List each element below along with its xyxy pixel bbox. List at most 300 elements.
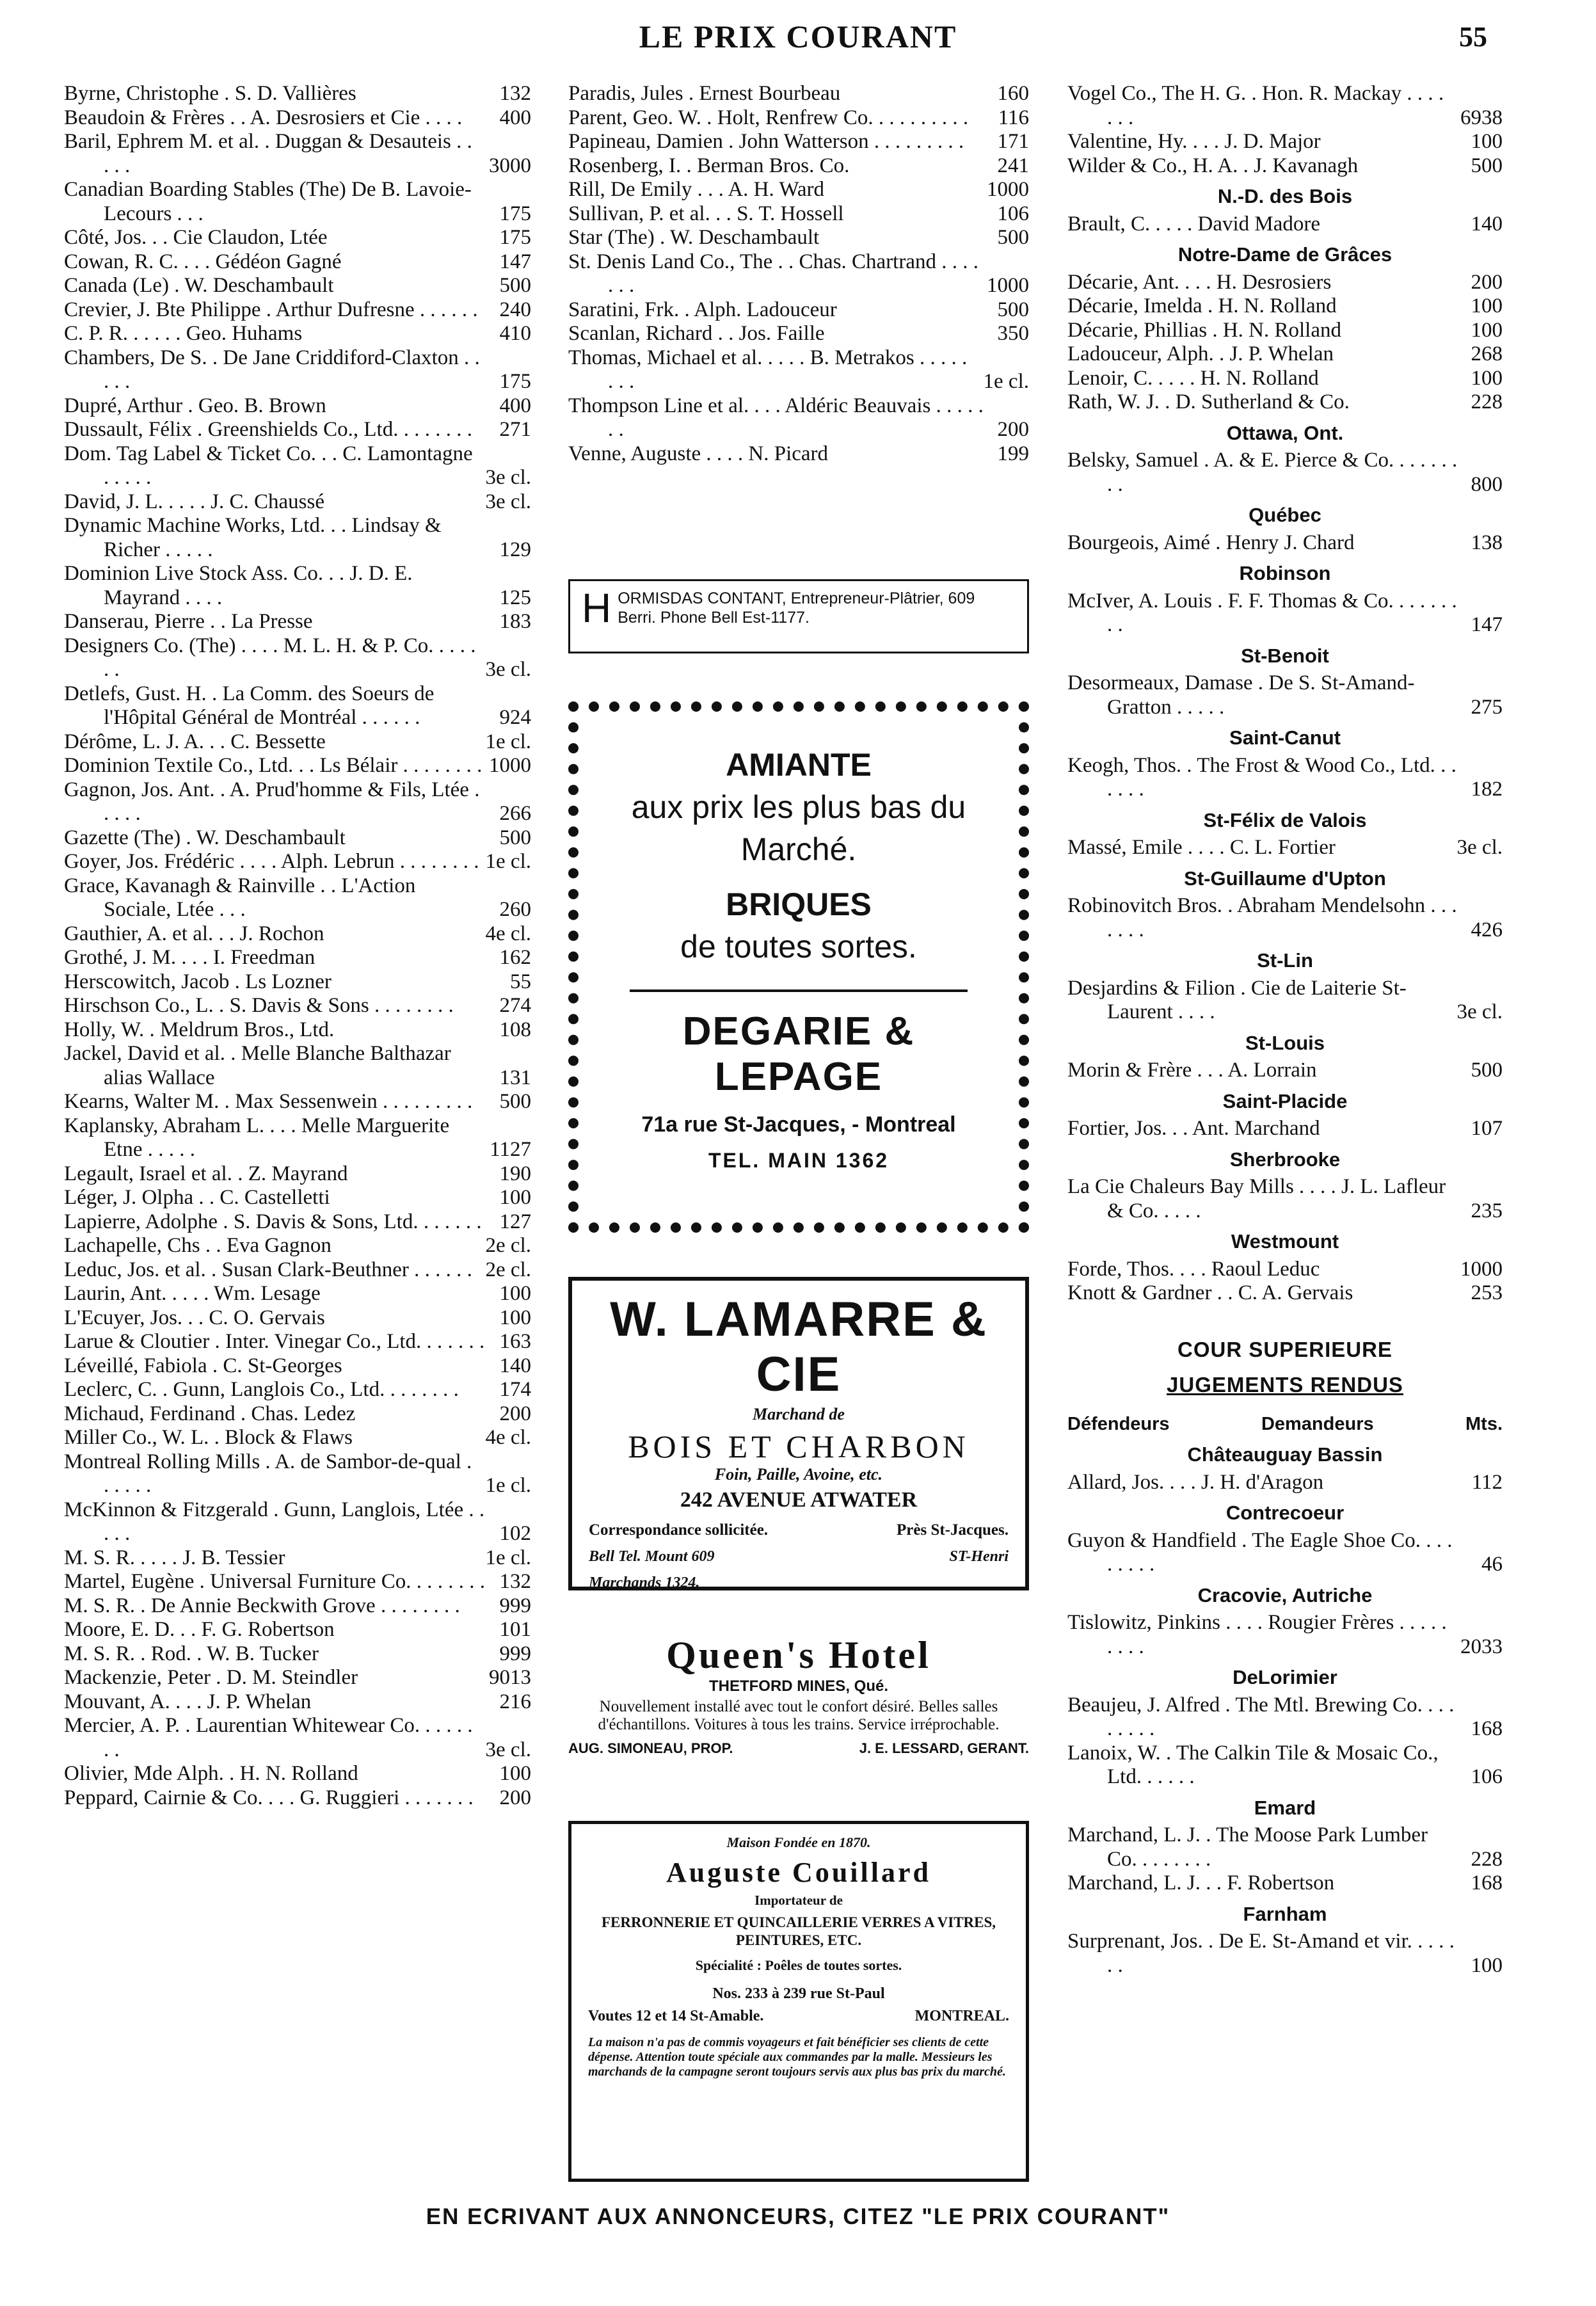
judgment-amount: 1000 — [1460, 1257, 1503, 1281]
judgment-amount: 500 — [499, 826, 531, 849]
judgment-entry — [64, 442, 531, 490]
judgment-parties: Brault, C. . . . . David Madore — [1067, 212, 1321, 236]
judgment-entry — [64, 1354, 531, 1379]
locality-heading: Cracovie, Autriche — [1197, 1583, 1373, 1606]
judgment-entry — [64, 1642, 531, 1667]
ad-couillard-numbers: Nos. 233 à 239 rue St-Paul — [712, 1985, 885, 2002]
judgment-parties: Martel, Eugène . Universal Furniture Co. . . . . . . . — [64, 1570, 486, 1593]
judgment-parties: Michaud, Ferdinand . Chas. Ledez — [64, 1402, 356, 1425]
judgment-parties: Dupré, Arthur . Geo. B. Brown — [64, 394, 326, 417]
judgment-entry — [568, 322, 1029, 346]
ad-degarie-tel: TEL. MAIN 1362 — [708, 1149, 890, 1172]
judgment-amount: 171 — [997, 130, 1029, 153]
judgment-amount: 132 — [499, 82, 531, 105]
judgment-entry — [64, 922, 531, 947]
judgment-parties: Marchand, L. J. . The Moose Park Lumber Co. . . . . . . . — [1067, 1823, 1428, 1871]
judgment-parties: Hirschson Co., L. . S. Davis & Sons . . . . . . . . — [64, 994, 454, 1017]
judgment-amount: 106 — [997, 202, 1029, 225]
locality-heading: Saint-Placide — [1222, 1089, 1348, 1112]
judgment-entry — [568, 106, 1029, 131]
judgment-amount: 100 — [1471, 130, 1503, 153]
judgment-parties: Dominion Live Stock Ass. Co. . . J. D. E. Mayrand . . . . — [64, 562, 413, 609]
judgment-amount: 140 — [1471, 212, 1503, 236]
judgment-parties: Designers Co. (The) . . . . M. L. H. & P. Co. . . . . . . — [64, 634, 476, 681]
judgment-parties: McKinnon & Fitzgerald . Gunn, Langlois, Ltée . . . . . — [64, 1498, 485, 1545]
header-defendeurs: Défendeurs — [1067, 1413, 1170, 1434]
judgment-amount: 1e cl. — [485, 850, 531, 873]
judgment-amount: 106 — [1471, 1765, 1503, 1788]
judgment-entry — [64, 1186, 531, 1210]
judgment-entry — [1067, 1823, 1503, 1871]
locality-heading: St-Benoit — [1241, 644, 1329, 667]
ad-lamarre-marchands: Marchands 1324. — [589, 1574, 700, 1591]
judgment-entry — [568, 154, 1029, 179]
judgment-amount: 125 — [499, 586, 531, 609]
ad-amiante-prix: aux prix les plus bas du Marché. — [631, 789, 966, 867]
judgment-parties: Mouvant, A. . . . J. P. Whelan — [64, 1690, 312, 1713]
judgment-parties: Jackel, David et al. . Melle Blanche Balthazar alias Wallace — [64, 1042, 451, 1089]
judgment-entry — [64, 1378, 531, 1402]
judgment-entry — [568, 178, 1029, 202]
judgment-entry — [64, 1306, 531, 1331]
judgment-entry — [64, 514, 531, 562]
judgment-entry — [1067, 390, 1503, 415]
judgment-entry — [64, 226, 531, 250]
judgment-entry — [568, 226, 1029, 250]
judgment-entry — [64, 1594, 531, 1619]
locality-heading: DeLorimier — [1233, 1666, 1337, 1688]
judgment-amount: 1000 — [987, 274, 1029, 297]
judgment-entry — [1067, 1117, 1503, 1141]
page-header — [0, 14, 1596, 65]
ad-queens-prop: AUG. SIMONEAU, PROP. — [568, 1740, 733, 1756]
page-number: 55 — [1459, 21, 1487, 52]
locality-heading: Ottawa, Ont. — [1226, 421, 1344, 444]
judgment-amount: 228 — [1471, 1847, 1503, 1871]
judgment-entry — [64, 1090, 531, 1114]
judgment-entry — [64, 322, 531, 346]
judgment-entry — [64, 1258, 531, 1283]
judgment-entry — [64, 562, 531, 610]
judgment-amount: 108 — [499, 1018, 531, 1041]
judgment-amount: 426 — [1471, 918, 1503, 941]
judgment-amount: 500 — [997, 226, 1029, 249]
ad-divider — [630, 989, 968, 992]
judgment-parties: Peppard, Cairnie & Co. . . . G. Ruggieri . . . . . . . — [64, 1786, 474, 1809]
ad-briques-sortes: de toutes sortes. — [680, 929, 917, 965]
judgment-amount: 183 — [499, 610, 531, 633]
ad-degarie-lepage — [568, 701, 1029, 1233]
judgment-entry — [568, 298, 1029, 323]
ad-contant-text: ORMISDAS CONTANT, Entrepreneur-Plâtrier, 609 Berri. Phone Bell Est-1177. — [618, 589, 975, 627]
ad-contant — [568, 579, 1029, 653]
judgment-amount: 1000 — [987, 178, 1029, 201]
ad-lamarre-trade: Marchand de — [753, 1405, 845, 1423]
judgment-amount: 175 — [499, 226, 531, 249]
locality-heading: Robinson — [1239, 562, 1331, 584]
judgment-entry — [64, 1282, 531, 1306]
judgment-entry — [64, 274, 531, 298]
judgment-entry — [64, 994, 531, 1018]
locality-heading: Farnham — [1243, 1902, 1327, 1925]
header-montants: Mts. — [1465, 1413, 1503, 1434]
judgment-parties: Rosenberg, I. . Berman Bros. Co. — [568, 154, 850, 177]
judgment-entry — [1067, 82, 1503, 130]
judgment-entry — [1067, 154, 1503, 179]
judgment-entry — [1067, 1611, 1503, 1659]
locality-heading: St-Guillaume d'Upton — [1184, 867, 1386, 890]
judgment-entry — [1067, 130, 1503, 154]
judgment-parties: Sullivan, P. et al. . . S. T. Hossell — [568, 202, 844, 225]
judgment-amount: 3e cl. — [485, 1738, 531, 1761]
judgment-parties: Dominion Textile Co., Ltd. . . Ls Bélair . . . . . . . . — [64, 754, 483, 777]
locality-heading: St-Louis — [1245, 1031, 1325, 1054]
judgment-parties: Star (The) . W. Deschambault — [568, 226, 820, 249]
judgment-entry — [568, 442, 1029, 467]
ad-degarie-name: DEGARIE & LEPAGE — [682, 1009, 915, 1099]
judgments-column-3 — [1067, 82, 1503, 1978]
judgment-amount: 924 — [499, 706, 531, 729]
judgment-entry — [1067, 212, 1503, 237]
judgment-entry — [64, 1114, 531, 1162]
judgment-entry — [1067, 589, 1503, 637]
judgment-entry — [64, 418, 531, 442]
judgment-amount: 129 — [499, 538, 531, 561]
judgment-amount: 999 — [499, 1642, 531, 1665]
judgment-entry — [64, 106, 531, 131]
judgment-amount: 102 — [499, 1522, 531, 1545]
ad-queens-city: THETFORD MINES, Qué. — [708, 1677, 888, 1695]
judgment-entry — [64, 1546, 531, 1571]
judgment-parties: Holly, W. . Meldrum Bros., Ltd. — [64, 1018, 335, 1041]
judgment-parties: Detlefs, Gust. H. . La Comm. des Soeurs de l'Hôpital Général de Montréal . . . . . . — [64, 682, 435, 729]
judgment-amount: 182 — [1471, 778, 1503, 801]
judgment-entry — [64, 970, 531, 995]
judgment-parties: Léger, J. Olpha . . C. Castelletti — [64, 1186, 330, 1209]
judgment-entry — [64, 610, 531, 634]
judgment-amount: 268 — [1471, 342, 1503, 365]
judgment-amount: 266 — [499, 802, 531, 825]
ad-queens-name: Queen's Hotel — [666, 1634, 931, 1676]
judgment-parties: Legault, Israel et al. . Z. Mayrand — [64, 1162, 348, 1185]
judgment-parties: Fortier, Jos. . . Ant. Marchand — [1067, 1117, 1320, 1140]
judgment-entry — [64, 490, 531, 515]
judgments-column-1 — [64, 82, 531, 1810]
judgment-parties: Cowan, R. C. . . . Gédéon Gagné — [64, 250, 342, 273]
judgment-entry — [1067, 1175, 1503, 1223]
judgment-entry — [64, 250, 531, 275]
judgment-parties: Wilder & Co., H. A. . J. Kavanagh — [1067, 154, 1359, 177]
judgment-entry — [64, 1570, 531, 1594]
judgment-parties: Rath, W. J. . D. Sutherland & Co. — [1067, 390, 1350, 413]
judgment-parties: Beaujeu, J. Alfred . The Mtl. Brewing Co. . . . . . . . . — [1067, 1693, 1455, 1740]
judgment-amount: 175 — [499, 370, 531, 393]
judgment-entry — [64, 1762, 531, 1786]
locality-heading: Québec — [1249, 504, 1321, 526]
judgment-entry — [64, 874, 531, 922]
judgment-parties: Saratini, Frk. . Alph. Ladouceur — [568, 298, 837, 321]
locality-heading: Saint-Canut — [1229, 726, 1341, 749]
judgment-amount: 400 — [499, 106, 531, 129]
judgment-amount: 1000 — [489, 754, 531, 777]
ad-contant-initial: H — [582, 585, 612, 631]
locality-heading: Contrecoeur — [1225, 1501, 1345, 1524]
judgment-amount: 260 — [499, 898, 531, 921]
judgment-entry — [568, 250, 1029, 298]
ad-lamarre-name: W. LAMARRE & CIE — [610, 1292, 987, 1402]
locality-heading: Notre-Dame de Grâces — [1177, 243, 1393, 266]
ad-couillard-products: FERRONNERIE ET QUINCAILLERIE VERRES A VITRES, PEINTURES, ETC. — [601, 1914, 996, 1948]
judgment-parties: Papineau, Damien . John Watterson . . . . . . . . . — [568, 130, 964, 153]
judgment-entry — [1067, 754, 1503, 802]
judgment-parties: M. S. R. . . . . J. B. Tessier — [64, 1546, 285, 1569]
ad-degarie-address: 71a rue St-Jacques, - Montreal — [641, 1112, 956, 1137]
judgment-parties: Guyon & Handfield . The Eagle Shoe Co. . . . . . . . . — [1067, 1528, 1453, 1576]
ad-lamarre-area: ST-Henri — [949, 1548, 1009, 1565]
judgment-entry — [1067, 319, 1503, 343]
judgment-entry — [1067, 294, 1503, 319]
judgment-entry — [64, 754, 531, 778]
judgment-entry — [64, 1210, 531, 1235]
judgment-parties: Thomas, Michael et al. . . . . B. Metrakos . . . . . . . . — [568, 346, 968, 393]
locality-heading: Westmount — [1231, 1230, 1339, 1253]
judgment-parties: Léveillé, Fabiola . C. St-Georges — [64, 1354, 342, 1377]
judgment-entry — [64, 1786, 531, 1811]
judgment-parties: Beaudoin & Frères . . A. Desrosiers et Cie . . . . — [64, 106, 463, 129]
judgment-parties: Ladouceur, Alph. . J. P. Whelan — [1067, 342, 1334, 365]
judgment-entry — [64, 1162, 531, 1187]
judgment-amount: 147 — [1471, 613, 1503, 636]
judgment-amount: 1127 — [490, 1138, 531, 1161]
judgment-parties: Canadian Boarding Stables (The) De B. Lavoie-Lecours . . . — [64, 178, 472, 225]
judgment-amount: 200 — [499, 1402, 531, 1425]
ad-lamarre-tel: Bell Tel. Mount 609 — [589, 1548, 715, 1565]
judgment-parties: Byrne, Christophe . S. D. Vallières — [64, 82, 356, 105]
judgment-entry — [1067, 449, 1503, 497]
ad-lamarre-near: Près St-Jacques. — [897, 1521, 1009, 1539]
judgment-entry — [64, 1618, 531, 1642]
judgment-entry — [64, 1666, 531, 1690]
judgment-parties: Dussault, Félix . Greenshields Co., Ltd. . . . . . . . — [64, 418, 472, 441]
judgment-entry — [1067, 1471, 1503, 1495]
judgment-parties: Mercier, A. P. . Laurentian Whitewear Co. . . . . . . . — [64, 1714, 473, 1761]
judgment-parties: Knott & Gardner . . C. A. Gervais — [1067, 1281, 1353, 1304]
judgment-parties: Danserau, Pierre . . La Presse — [64, 610, 313, 633]
judgment-parties: Miller Co., W. L. . Block & Flaws — [64, 1426, 353, 1449]
judgment-entry — [568, 130, 1029, 154]
ad-couillard — [568, 1821, 1029, 2182]
judgment-amount: 4e cl. — [485, 922, 531, 945]
judgment-amount: 200 — [499, 1786, 531, 1809]
judgment-amount: 162 — [499, 946, 531, 969]
judgment-parties: Décarie, Ant. . . . H. Desrosiers — [1067, 270, 1332, 294]
judgment-entry — [1067, 1871, 1503, 1896]
judgment-parties: McIver, A. Louis . F. F. Thomas & Co. . . . . . . . . — [1067, 589, 1457, 636]
judgment-amount: 4e cl. — [485, 1426, 531, 1449]
judgment-parties: Massé, Emile . . . . C. L. Fortier — [1067, 836, 1336, 859]
ad-lamarre — [568, 1277, 1029, 1590]
judgment-parties: Mackenzie, Peter . D. M. Steindler — [64, 1666, 358, 1689]
judgment-parties: Allard, Jos. . . . J. H. d'Aragon — [1067, 1470, 1324, 1494]
judgment-entry — [568, 82, 1029, 106]
judgment-amount: 55 — [510, 970, 531, 993]
judgment-entry — [64, 178, 531, 226]
ad-lamarre-row — [589, 1521, 1009, 1539]
judgment-amount: 253 — [1471, 1281, 1503, 1304]
judgment-amount: 174 — [499, 1378, 531, 1401]
judgment-amount: 107 — [1471, 1117, 1503, 1140]
judgment-parties: Kaplansky, Abraham L. . . . Melle Marguerite Etne . . . . . — [64, 1114, 450, 1161]
ad-couillard-specialty: Spécialité : Poêles de toutes sortes. — [695, 1957, 902, 1973]
judgment-parties: Dom. Tag Label & Ticket Co. . . C. Lamontagne . . . . . — [64, 442, 473, 489]
judgment-parties: Lanoix, W. . The Calkin Tile & Mosaic Co., Ltd. . . . . . — [1067, 1741, 1439, 1788]
judgment-amount: 3000 — [489, 154, 531, 177]
judgment-parties: Scanlan, Richard . . Jos. Faille — [568, 322, 825, 345]
judgment-entry — [64, 730, 531, 755]
judgment-parties: Chambers, De S. . De Jane Criddiford-Claxton . . . . . — [64, 346, 480, 393]
judgment-parties: Larue & Cloutier . Inter. Vinegar Co., Ltd. . . . . . . — [64, 1330, 485, 1353]
judgment-entry — [64, 82, 531, 106]
judgment-parties: Montreal Rolling Mills . A. de Sambor-de-qual . . . . . . — [64, 1450, 472, 1497]
judgment-entry — [64, 946, 531, 970]
judgment-entry — [64, 634, 531, 682]
judgment-entry — [64, 1234, 531, 1258]
judgment-amount: 350 — [997, 322, 1029, 345]
judgment-entry — [1067, 367, 1503, 391]
judgment-amount: 100 — [499, 1762, 531, 1785]
judgment-amount: 216 — [499, 1690, 531, 1713]
judgment-parties: M. S. R. . Rod. . W. B. Tucker — [64, 1642, 319, 1665]
judgment-parties: Gauthier, A. et al. . . J. Rochon — [64, 922, 324, 945]
judgment-amount: 100 — [1471, 1953, 1503, 1977]
judgment-amount: 175 — [499, 202, 531, 225]
judgment-amount: 199 — [997, 442, 1029, 465]
judgment-amount: 100 — [499, 1282, 531, 1305]
judgment-parties: Marchand, L. J. . . F. Robertson — [1067, 1871, 1335, 1894]
judgment-amount: 2033 — [1460, 1635, 1503, 1658]
judgment-parties: Grace, Kavanagh & Rainville . . L'Action Sociale, Ltée . . . — [64, 874, 416, 921]
judgment-entry — [568, 346, 1029, 394]
judgment-parties: Gagnon, Jos. Ant. . A. Prud'homme & Fils, Ltée . . . . . — [64, 778, 480, 825]
judgment-amount: 100 — [1471, 366, 1503, 390]
ad-lamarre-goods: BOIS ET CHARBON — [628, 1429, 970, 1464]
judgment-parties: Moore, E. D. . . F. G. Robertson — [64, 1618, 335, 1641]
judgment-parties: Goyer, Jos. Frédéric . . . . Alph. Lebrun . . . . . . . . — [64, 850, 479, 873]
judgment-parties: Crevier, J. Bte Philippe . Arthur Dufresne . . . . . . — [64, 298, 478, 321]
judgment-parties: Thompson Line et al. . . . Aldéric Beauvais . . . . . . . — [568, 394, 984, 441]
judgment-amount: 3e cl. — [485, 466, 531, 489]
judgment-parties: Gazette (The) . W. Deschambault — [64, 826, 346, 849]
judgment-parties: Laurin, Ant. . . . . Wm. Lesage — [64, 1282, 321, 1305]
judgment-parties: Keogh, Thos. . The Frost & Wood Co., Ltd. . . . . . . — [1067, 753, 1456, 801]
judgment-amount: 168 — [1471, 1871, 1503, 1894]
judgment-entry — [64, 682, 531, 730]
judgment-entry — [64, 1498, 531, 1546]
judgment-amount: 1e cl. — [983, 370, 1029, 393]
judgments-column-headers — [1067, 1413, 1503, 1437]
judgment-parties: Morin & Frère . . . A. Lorrain — [1067, 1059, 1317, 1082]
judgment-parties: Parent, Geo. W. . Holt, Renfrew Co. . . . . . . . . . — [568, 106, 969, 129]
judgment-amount: 500 — [1471, 1059, 1503, 1082]
judgment-entry — [64, 130, 531, 178]
judgment-entry — [64, 1714, 531, 1762]
judgment-entry — [64, 1042, 531, 1090]
judgment-amount: 400 — [499, 394, 531, 417]
judgment-parties: Venne, Auguste . . . . N. Picard — [568, 442, 829, 465]
ad-lamarre-marchands-row — [589, 1574, 1009, 1592]
judgment-amount: 112 — [1471, 1470, 1503, 1494]
judgment-amount: 500 — [499, 274, 531, 297]
judgment-entry — [64, 826, 531, 851]
judgment-parties: C. P. R. . . . . . Geo. Huhams — [64, 322, 303, 345]
judgment-amount: 200 — [1471, 270, 1503, 294]
judgment-amount: 100 — [499, 1306, 531, 1329]
judgment-parties: Canada (Le) . W. Deschambault — [64, 274, 334, 297]
judgment-entry — [568, 202, 1029, 227]
judgment-amount: 999 — [499, 1594, 531, 1617]
judgment-entry — [1067, 342, 1503, 367]
judgment-parties: Grothé, J. M. . . . I. Freedman — [64, 946, 315, 969]
judgment-parties: Olivier, Mde Alph. . H. N. Rolland — [64, 1762, 358, 1785]
judgment-entry — [64, 1018, 531, 1043]
judgment-parties: Kearns, Walter M. . Max Sessenwein . . . . . . . . . — [64, 1090, 473, 1113]
judgment-amount: 100 — [1471, 294, 1503, 317]
judgment-parties: Dynamic Machine Works, Ltd. . . Lindsay & Richer . . . . . — [64, 514, 442, 561]
judgment-amount: 240 — [499, 298, 531, 321]
locality-heading: N.-D. des Bois — [1217, 185, 1353, 207]
judgment-amount: 3e cl. — [485, 658, 531, 681]
judgment-amount: 2e cl. — [485, 1258, 531, 1281]
judgment-parties: Rill, De Emily . . . A. H. Ward — [568, 178, 825, 201]
judgment-amount: 3e cl. — [1456, 1000, 1503, 1023]
judgment-parties: Herscowitch, Jacob . Ls Lozner — [64, 970, 331, 993]
judgment-entry — [64, 778, 531, 826]
judgment-amount: 200 — [997, 418, 1029, 441]
judgment-amount: 1e cl. — [485, 1546, 531, 1569]
judgment-entry — [1067, 1281, 1503, 1306]
judgment-entry — [1067, 1742, 1503, 1790]
judgment-entry — [1067, 531, 1503, 556]
locality-heading: Sherbrooke — [1229, 1148, 1341, 1171]
judgment-entry — [1067, 1529, 1503, 1577]
judgment-amount: 235 — [1471, 1199, 1503, 1222]
judgment-amount: 116 — [998, 106, 1029, 129]
ad-queens-gerant: J. E. LESSARD, GERANT. — [859, 1740, 1029, 1756]
judgment-amount: 800 — [1471, 472, 1503, 496]
judgment-amount: 100 — [1471, 318, 1503, 342]
ad-couillard-name: Auguste Couillard — [666, 1857, 931, 1888]
judgment-amount: 1e cl. — [485, 1474, 531, 1497]
ad-couillard-note: La maison n'a pas de commis voyageurs et fait bénéficier ses clients de cette dépense. Attention toute spéciale aux commandes par la malle. Messieurs les marchands de la campagne seront toujours servis aux plus bas prix du marché. — [588, 2035, 1006, 2079]
judgment-parties: L'Ecuyer, Jos. . . C. O. Gervais — [64, 1306, 325, 1329]
judgment-parties: Leduc, Jos. et al. . Susan Clark-Beuthner . . . . . . — [64, 1258, 472, 1281]
judgment-amount: 271 — [499, 418, 531, 441]
judgment-parties: Surprenant, Jos. . De E. St-Amand et vir. . . . . . . — [1067, 1930, 1455, 1977]
judgment-amount: 168 — [1471, 1717, 1503, 1740]
judgment-parties: Lenoir, C. . . . . H. N. Rolland — [1067, 366, 1319, 390]
judgment-parties: Paradis, Jules . Ernest Bourbeau — [568, 82, 841, 105]
judgment-entry — [1067, 1693, 1503, 1742]
ad-couillard-row — [588, 2008, 1009, 2025]
judgment-entry — [64, 1450, 531, 1498]
judgment-amount: 2e cl. — [485, 1234, 531, 1257]
judgment-parties: Baril, Ephrem M. et al. . Duggan & Desauteis . . . . . — [64, 130, 472, 177]
judgment-amount: 228 — [1471, 390, 1503, 413]
judgment-parties: Dérôme, L. J. A. . . C. Bessette — [64, 730, 326, 753]
header-demandeurs: Demandeurs — [1261, 1413, 1374, 1434]
judgment-entry — [1067, 1059, 1503, 1083]
judgment-parties: Lachapelle, Chs . . Eva Gagnon — [64, 1234, 331, 1257]
